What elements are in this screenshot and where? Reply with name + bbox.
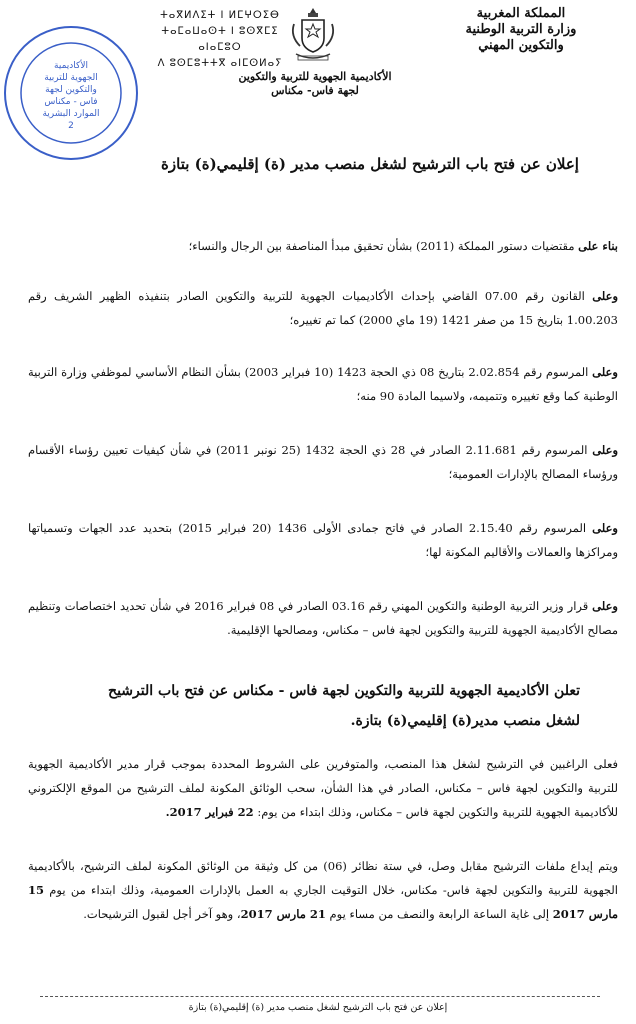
header-line: الأكاديمية الجهوية للتربية والتكوين (238, 70, 392, 83)
footer-divider (40, 996, 600, 997)
paragraph-text: ويتم إيداع ملفات الترشيح مقابل وصل، في ستة نظائر (06) من كل وثيقة من الوثائق المكونة لملف الترشيح، بالأكاديمية الجهوية للتربية والتكوين لجهة فاس- مكناس، خلال التوقيت الجاري به العمل بالإدارات العمومية، وذلك ابتداء من يوم (28, 859, 618, 897)
paragraph-lead: بناء على (578, 239, 618, 253)
ministry-header-tifinagh (150, 8, 290, 72)
stamp-text: الجهوية للتربية (44, 73, 98, 83)
header-line: وزارة التربية الوطنية (465, 22, 577, 37)
heading-line: تعلن الأكاديمية الجهوية للتربية والتكوين لجهة فاس - مكناس عن فتح باب الترشيح (108, 683, 580, 699)
header-line: ⵜⴰⵎⴰⵡⴰⵙⵜ ⵏ ⵓⵙⴳⵎⵉ ⴰⵏⴰⵎⵓⵔ (161, 26, 279, 53)
royal-emblem-icon (288, 4, 338, 64)
ministry-header-arabic (426, 6, 616, 54)
paragraph-text: فعلى الراغبين في الترشيح لشغل هذا المنصب، والمتوفرين على الشروط المحددة بموجب قرار مدير الأكاديمية الجهوية للتربية والتكوين لجهة فاس – مكناس، الصادر في هذا الشأن، سحب الوثائق المكونة لملف الترشيح من الموقع الإلكتروني للأكاديمية الجهوية للتربية والتكوين لجهة فاس – مكناس، وذلك ابتداء من يوم: (28, 757, 618, 819)
date-highlight: 15 مارس 2017 (28, 883, 618, 921)
paragraph-text: إلى غاية الساعة الرابعة والنصف من مساء يوم (325, 907, 553, 921)
paragraph (28, 516, 618, 564)
header-line: لجهة فاس- مكناس (271, 84, 359, 97)
heading-line: لشغل منصب مدير(ة) إقليمي(ة) بتازة. (350, 713, 580, 729)
paragraph-lead: وعلى (592, 443, 618, 457)
header-line: المملكة المغربية (476, 6, 566, 21)
paragraph-text: المرسوم رقم 2.15.40 الصادر في فاتح جمادى الأولى 1436 (20 فبراير 2015) بتحديد عدد الجهات وتسمياتها ومراكزها والعمالات والأقاليم المكونة لها؛ (28, 521, 618, 559)
paragraph-text: المرسوم رقم 2.02.854 بتاريخ 08 ذي الحجة 1423 (10 فبراير 2003) بشأن النظام الأساسي لموظفي وزارة التربية الوطنية كما وقع تغييره وتتميمه، ولاسيما المادة 90 منه؛ (28, 365, 618, 403)
paragraph-text: المرسوم رقم 2.11.681 الصادر في 28 ذي الحجة 1432 (25 نونبر 2011) في شأن كيفيات تعيين رؤساء الأقسام ورؤساء المصالح بالإدارات العمومية؛ (28, 443, 618, 481)
header-line: ⵜⴰⴳⵍⴷⵉⵜ ⵏ ⵍⵎⵖⵔⵉⴱ (160, 10, 280, 21)
stamp-text: فاس - مكناس (44, 97, 98, 107)
paragraph-text: مقتضيات دستور المملكة (2011) بشأن تحقيق مبدأ المناصفة بين الرجال والنساء؛ (188, 239, 579, 253)
announcement-heading (60, 676, 580, 736)
paragraph-lead: وعلى (592, 289, 619, 303)
header-line: والتكوين المهني (478, 38, 564, 53)
header-line: ⴷ ⵓⵙⵎⵓⵜⵜⴳ ⴰⵏⵎⵙⵍⴰⵢ (157, 58, 283, 69)
paragraph (28, 594, 618, 642)
date-highlight: 21 مارس 2017 (240, 907, 326, 921)
paragraph (28, 234, 618, 258)
paragraph (28, 284, 618, 332)
stamp-text: والتكوين لجهة (45, 85, 97, 95)
page-footer: إعلان عن فتح باب الترشيح لشغل منصب مدير (ة) إقليمي(ة) بتازة (188, 1002, 448, 1013)
stamp-text: 2 (68, 121, 74, 131)
stamp-text: الأكاديمية (54, 61, 88, 71)
body-paragraph (28, 752, 618, 824)
paragraph-lead: وعلى (592, 521, 618, 535)
date-highlight: 22 فبراير 2017. (165, 805, 254, 819)
paragraph-lead: وعلى (592, 365, 618, 379)
paragraph (28, 360, 618, 408)
official-stamp-icon (2, 24, 140, 162)
paragraph (28, 438, 618, 486)
academy-header (230, 70, 400, 98)
paragraph-text: قرار وزير التربية الوطنية والتكوين المهني رقم 03.16 الصادر في 08 فبراير 2016 في شأن تحديد اختصاصات وتنظيم مصالح الأكاديمية الجهوية للتربية والتكوين لجهة فاس – مكناس، ومصالحها الإقليمية. (28, 599, 618, 637)
body-paragraph (28, 854, 618, 926)
stamp-text: الموارد البشرية (42, 109, 100, 119)
paragraph-lead: وعلى (592, 599, 618, 613)
document-title: إعلان عن فتح باب الترشيح لشغل منصب مدير (ة) إقليمي(ة) بتازة (161, 155, 579, 173)
paragraph-text: ، وهو آخر أجل لقبول الترشيحات. (83, 907, 241, 921)
paragraph-text: القانون رقم 07.00 القاضي بإحداث الأكاديميات الجهوية للتربية والتكوين الصادر بتنفيذه الظهير الشريف رقم 1.00.203 بتاريخ 15 من صفر 1421 (19 ماي 2000) كما تم تغييره؛ (28, 289, 618, 327)
